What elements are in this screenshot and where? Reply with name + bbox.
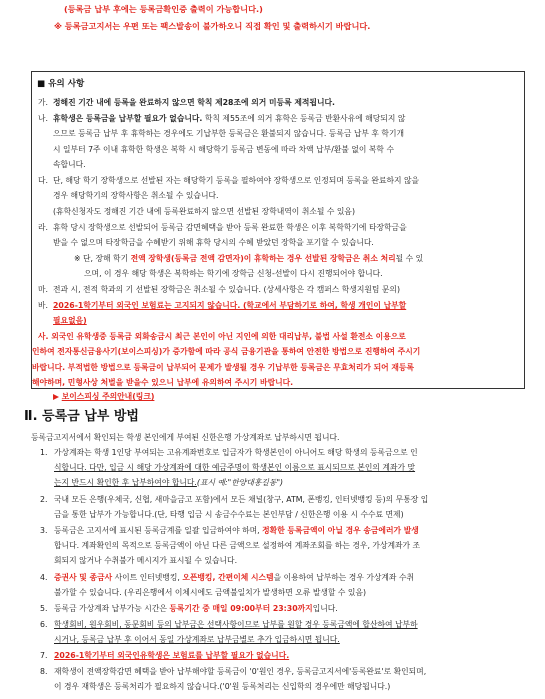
note-text: 으며, 이 경우 해당 학생은 복학하는 학기에 장학금 신청-선발이 다시 진행되어야 합니다. <box>84 269 383 279</box>
item-text-red: 등록기간 중 매일 09:00부터 23:30까지 <box>169 604 313 613</box>
item-text: 시거나, 등록금 납부 후 이어서 동일 가상계좌로 납부금별로 추가 입금하시면 됩니다. <box>54 635 340 644</box>
item-text-red: 증권사 및 종금사 <box>54 573 113 582</box>
item-text: 등록금은 고지서에 표시된 등록금계를 일괄 입금하여야 하며, <box>54 526 263 535</box>
note-text: ※ 단, 장해 학기 <box>74 254 131 263</box>
item-text-red: 2026-1학기부터 외국인유학생은 보험료를 납부할 필요가 없습니다. <box>54 651 290 660</box>
section-title: Ⅱ. 등록금 납부 방법 <box>24 409 139 424</box>
item-text-red: 인하여 전자통신금융사기(보이스피싱)가 증가함에 따라 공식 금융기관을 통하여 안전한 방법으로 진행하여 주시기 <box>32 347 421 357</box>
item-text-red: 바랍니다. 부적법한 방법으로 등록금이 납부되어 문제가 발생될 경우 기납부한 등록금은 무효처리가 되어 재등록 <box>32 362 414 372</box>
item-text: 합니다. 계좌확인의 목적으로 등록금액이 아닌 다른 금액으로 설정하여 계좌조회를 하는 경우, 가상계좌가 조 <box>54 541 421 550</box>
item-text: 을 이용하여 납부하는 경우 가상계좌 수취 <box>273 573 415 582</box>
item-text-red: 사. 외국인 유학생중 등록금 외화송금시 최근 본인이 아닌 지인에 의한 대리납부, 불법 사설 환전소 이용으로 <box>38 332 406 341</box>
item-marker: 다. <box>38 176 49 185</box>
item-number: 1. <box>40 448 48 457</box>
item-text: 정해진 기간 내에 등록을 완료하지 않으면 학칙 제28조에 의거 미등록 제적됩니다. <box>53 98 335 107</box>
item-text-red: 오픈뱅킹, 간편이체 시스템 <box>182 573 274 582</box>
voice-phishing-link-row[interactable] <box>53 391 154 403</box>
notice-item-ra-note <box>74 251 423 282</box>
item-text: 속합니다. <box>53 160 86 170</box>
item-number: 8. <box>40 667 48 676</box>
item-text-red: 필요없음) <box>53 316 87 326</box>
voice-phishing-link[interactable]: 보이스피싱 주의안내(링크) <box>61 392 155 401</box>
item-text: 가상계좌는 학생 1인당 부여되는 고유계좌번호로 입금자가 학생본인이 아니어도 해당 학생의 등록금으로 인 <box>54 448 418 457</box>
item-number: 4. <box>40 573 48 582</box>
item-text: 학칙 제55조에 의거 휴학은 등록금 반환사유에 해당되지 않 <box>202 114 406 123</box>
item-text: 휴학 당시 장학생으로 선발되어 등록금 감면혜택을 받아 등록 완료한 학생은 이후 복학학기에 타장학금을 <box>53 223 407 232</box>
item-number: 5. <box>40 604 48 613</box>
item-text: 금을 통한 납부가 가능합니다.(단, 타행 입금 시 송금수수료는 본인부담 / 신한은행 이용 시 수수료 면제) <box>54 510 404 519</box>
item-text: 등록금 가상계좌 납부가능 시간은 <box>54 604 170 613</box>
item-text: 입니다. <box>312 604 338 613</box>
section-intro: 등록금고지서에서 확인되는 학생 본인에게 부여된 신한은행 가상계좌로 납부하시면 됩니다. <box>31 433 340 442</box>
item-text: 사이트 인터넷뱅킹, <box>112 573 183 582</box>
item-number: 6. <box>40 620 48 629</box>
item-text: 국내 모든 은행(우체국, 신협, 새마을금고 포함)에서 모든 채널(창구, ATM, 폰뱅킹, 인터넷뱅킹 등)의 무통장 입 <box>54 495 429 504</box>
item-text: 전과 시, 전적 학과의 기 선발된 장학금은 취소될 수 있습니다. (상세사항은 각 캠퍼스 학생지원팀 문의) <box>53 285 401 294</box>
item-marker: 나. <box>38 114 49 123</box>
item-text: 불가할 수 있습니다. (우리은행에서 이체시에도 금액불일치가 발생하면 오류 발생할 수 있음) <box>54 588 367 597</box>
item-marker: 바. <box>38 301 49 310</box>
item-text: (휴학신청자도 정해진 기간 내에 등록완료하지 않으면 선발된 장학내역이 취소될 수 있음) <box>53 206 356 216</box>
item-marker: 가. <box>38 98 49 107</box>
item-text: 시 일부터 7주 이내 휴학한 학생은 복학 시 해당학기 등록금 변동에 따라 차액 납부/환불 없이 복학 수 <box>53 144 394 154</box>
note-text-red: 전액 장학생(등록금 전액 감면자)이 휴학하는 경우 선발된 장학금은 취소 처리 <box>130 254 396 263</box>
item-text: 회되지 않거나 수취불가 메시지가 표시될 수 있습니다. <box>54 556 238 565</box>
note-text: 될 수 있 <box>395 254 424 263</box>
item-marker: 라. <box>38 223 49 232</box>
item-number: 7. <box>40 651 48 660</box>
item-text: 받을 수 없으며 타장학금을 수혜받기 위해 휴학 당시의 수혜 받았던 장학을 포기할 수 있습니다. <box>53 238 374 248</box>
item-text-bold: 휴학생은 등록금을 납부할 필요가 없습니다. <box>53 114 203 123</box>
mail-fax-warning: ※ 등록금고지서는 우편 또는 팩스발송이 불가하오니 직접 확인 및 출력하시기 바랍니다. <box>54 21 371 31</box>
certificate-note: (등록금 납부 후에는 등록금확인증 출력이 가능합니다.) <box>64 4 263 14</box>
notice-box <box>31 71 525 401</box>
item-text: 경우 해당학기의 장학사항은 취소될 수 있습니다. <box>53 191 219 201</box>
item-text: 는지 반드시 확인한 후 납부하여야 합니다. <box>54 478 197 487</box>
item-text: 이 경우 재학생은 등록처리가 필요하지 않습니다.('0'원 등록처리는 신입학의 경우에만 해당됩니다.) <box>54 682 391 691</box>
item-text: 학생회비, 원우회비, 동문회비 등의 납부금은 선택사항이므로 납부를 원할 경우 등록금액에 합산하여 납부하 <box>54 620 418 629</box>
notice-title: ■ 유의 사항 <box>37 79 85 89</box>
item-text-red: 2026-1학기부터 외국인 보험료는 고지되지 않습니다. (학교에서 부담하기로 하여, 학생 개인이 납부할 <box>53 301 407 310</box>
item-number: 3. <box>40 526 48 535</box>
item-marker: 마. <box>38 285 49 294</box>
item-text-red: 해야하며, 민형사상 처벌을 받을수 있으니 납부에 유의하여 주시기 바랍니다. <box>32 378 294 388</box>
example-text: (표시 예:"한양대홍길동") <box>196 478 284 487</box>
item-text-red: 정확한 등록금액이 아닐 경우 송금에러가 발생 <box>262 526 419 535</box>
item-text: 식합니다. 다만, 입금 시 해당 가상계좌에 대한 예금주명이 학생본인 이름으로 표시되므로 본인의 계좌가 맞 <box>54 463 416 472</box>
item-text: 으므로 등록금 납부 후 휴학하는 경우에도 기납부한 등록금은 환불되지 않습니다. 등록금 납부 후 학기개 <box>53 129 405 139</box>
item-number: 2. <box>40 495 48 504</box>
item-text: 재학생이 전액장학감면 혜택을 받아 납부해야할 등록금이 '0'원인 경우, 등록금고지서에'등록완료'로 확인되며, <box>54 667 427 676</box>
item-text: 단, 해당 학기 장학생으로 선발된 자는 해당학기 등록을 필하여야 장학생으로 인정되며 등록을 완료하지 않을 <box>53 176 420 185</box>
notice-item-sa <box>32 329 421 391</box>
arrow-right-icon: ▶ <box>53 392 59 401</box>
